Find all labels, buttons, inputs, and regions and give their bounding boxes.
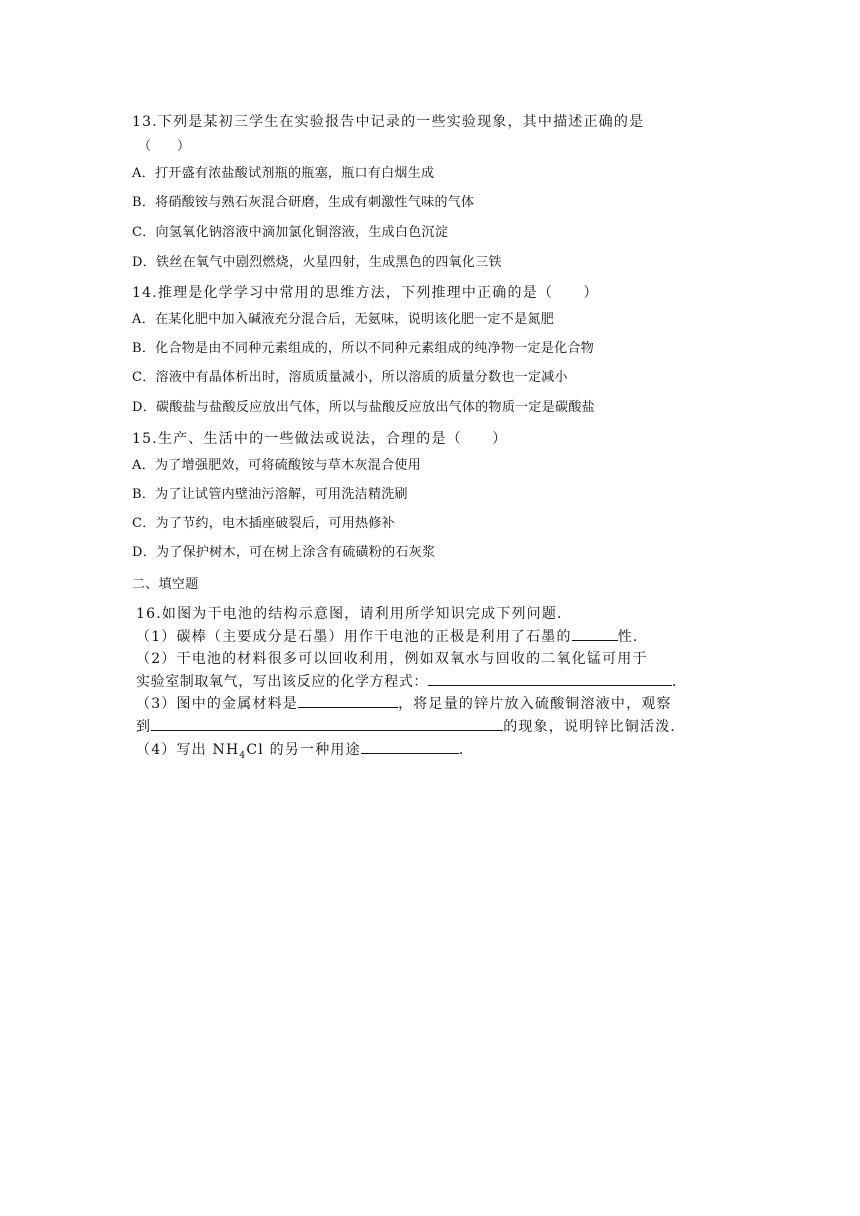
q16-part4-end: ．	[458, 742, 475, 758]
q16-part4	[136, 740, 474, 765]
q14-stem: 14.推理是化学学习中常用的思维方法，下列推理中正确的是（ ）	[132, 285, 599, 301]
q16-part3-blank2[interactable]	[151, 717, 503, 731]
q14-option-d: D．碳酸盐与盐酸反应放出气体，所以与盐酸反应放出气体的物质一定是碳酸盐	[132, 400, 595, 415]
q16-part3-line2	[136, 717, 686, 736]
q16-part3-blank1[interactable]	[298, 694, 398, 708]
q16-part1-suffix: 性．	[617, 629, 649, 645]
section-title: 二、填空题	[132, 577, 199, 592]
q16-part3-line1	[136, 694, 672, 713]
q13-stem: 13.下列是某初三学生在实验报告中记录的一些实验现象，其中描述正确的是	[132, 114, 645, 130]
q16-part1-text: （1）碳棒（主要成分是石墨）用作干电池的正极是利用了石墨的	[136, 629, 572, 645]
q16-part3-text3: 到	[136, 719, 152, 735]
q16-part4-text2: Cl 的另一种用途	[246, 742, 361, 758]
q16-stem: 16.如图为干电池的结构示意图，请利用所学知识完成下列问题．	[136, 606, 573, 622]
q16-part3-text: （3）图中的金属材料是	[136, 696, 299, 712]
q13-option-a: A．打开盛有浓盐酸试剂瓶的瓶塞，瓶口有白烟生成	[132, 166, 435, 181]
q14-option-b: B．化合物是由不同种元素组成的，所以不同种元素组成的纯净物一定是化合物	[132, 341, 595, 356]
q15-option-b: B．为了让试管内壁油污溶解，可用洗洁精洗刷	[132, 487, 408, 502]
q15-option-a: A．为了增强肥效，可将硫酸铵与草木灰混合使用	[132, 458, 421, 473]
q16-part2-line1: （2）干电池的材料很多可以回收利用，例如双氧水与回收的二氧化锰可用于	[136, 651, 648, 667]
q16-part1	[136, 627, 648, 646]
q16-part2-line2	[136, 672, 687, 691]
q16-part3-text4: 的现象，说明锌比铜活泼．	[503, 719, 686, 735]
q13-option-c: C．向氢氧化钠溶液中滴加氯化铜溶液，生成白色沉淀	[132, 225, 449, 240]
q13-option-d: D．铁丝在氧气中剧烈燃烧，火星四射，生成黑色的四氧化三铁	[132, 255, 502, 270]
q14-option-a: A．在某化肥中加入碱液充分混合后，无氨味，说明该化肥一定不是氮肥	[132, 312, 554, 327]
q16-part2-blank[interactable]	[428, 672, 672, 686]
q16-part2-text: 实验室制取氧气，写出该反应的化学方程式：	[136, 674, 428, 690]
q16-part4-text: （4）写出 NH	[136, 742, 240, 758]
q15-stem: 15.生产、生活中的一些做法或说法，合理的是（ ）	[132, 431, 508, 447]
q15-option-c: C．为了节约，电木插座破裂后，可用热修补	[132, 516, 395, 531]
q16-part3-text2: ，将足量的锌片放入硫酸铜溶液中，观察	[398, 696, 672, 712]
q16-part1-blank[interactable]	[572, 627, 618, 641]
q16-part2-end: ．	[672, 674, 687, 690]
q13-option-b: B．将硝酸铵与熟石灰混合研磨，生成有刺激性气味的气体	[132, 195, 475, 210]
q13-answer-paren: （ ）	[138, 139, 191, 154]
q14-option-c: C．溶液中有晶体析出时，溶质质量减小，所以溶质的质量分数也一定减小	[132, 370, 568, 385]
q15-option-d: D．为了保护树木，可在树上涂含有硫磺粉的石灰浆	[132, 545, 436, 560]
q16-part4-subscript: 4	[239, 750, 247, 761]
q16-part4-blank[interactable]	[361, 740, 459, 754]
